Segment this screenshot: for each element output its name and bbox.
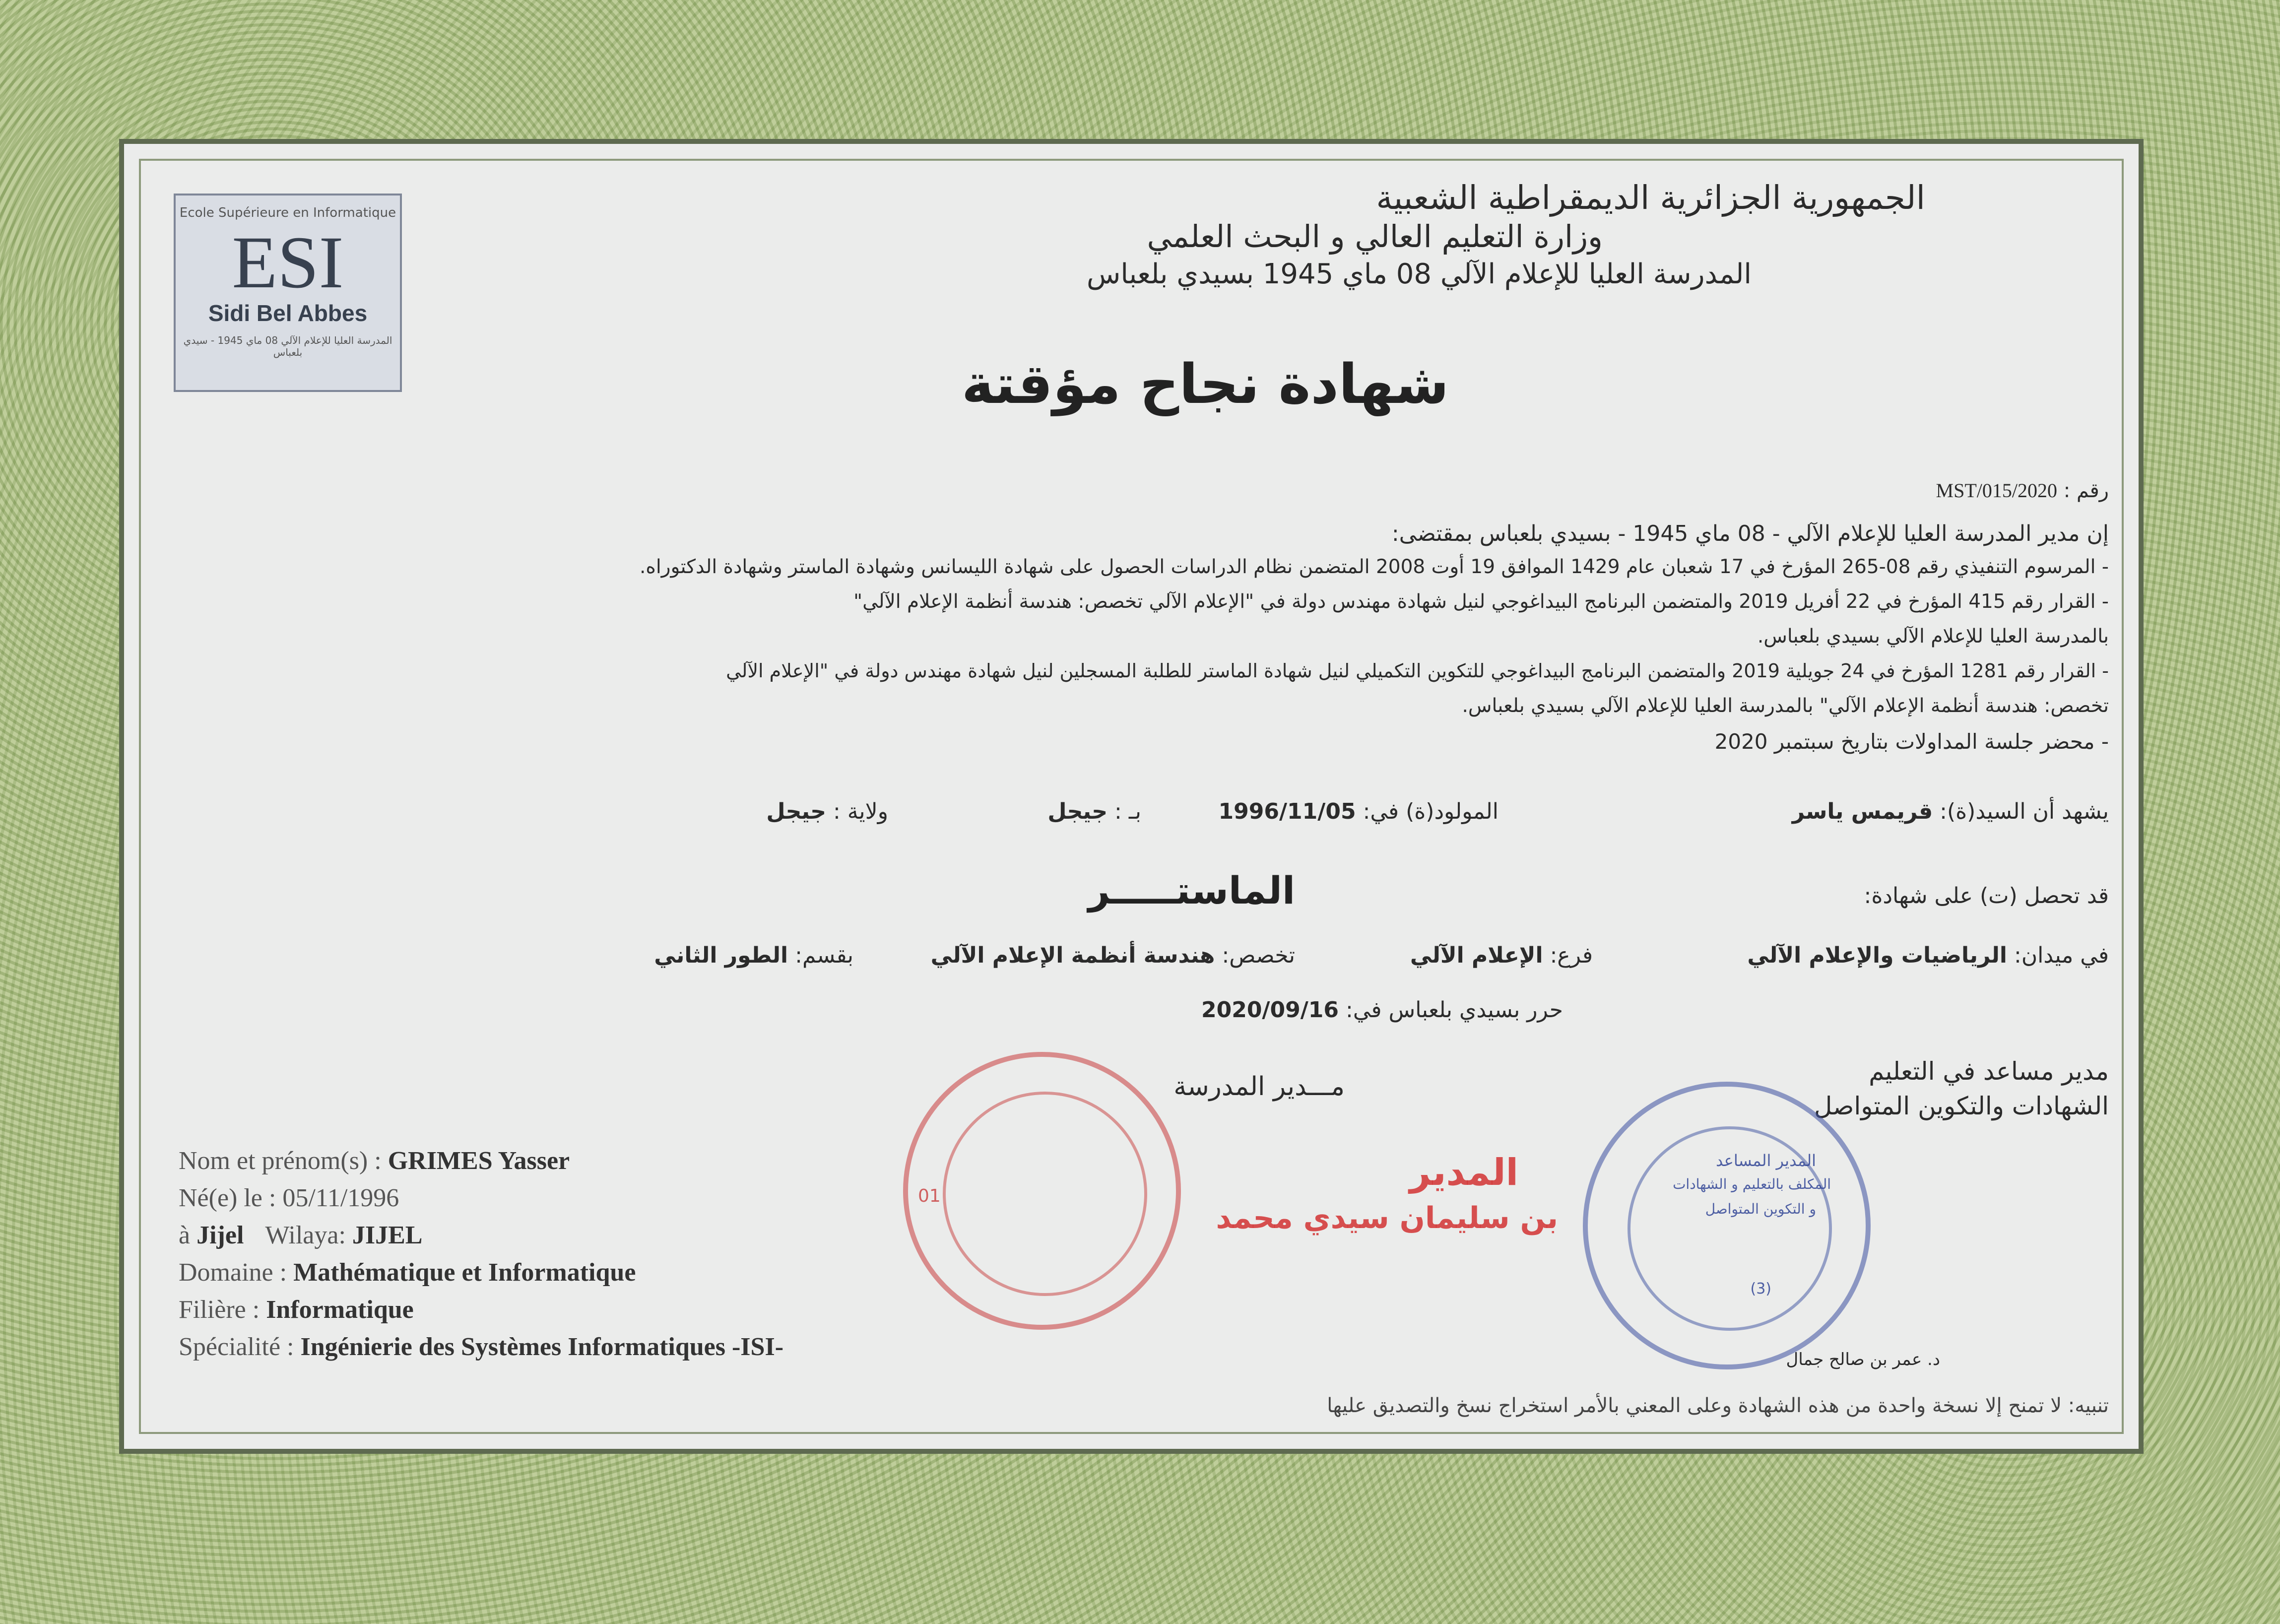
section-line [654, 943, 853, 968]
fr-specialite-line [179, 1332, 783, 1362]
preamble-item-2b: بالمدرسة العليا للإعلام الآلي بسيدي بلعباس. [1757, 625, 2109, 648]
specialty-line [931, 943, 1295, 968]
fr-name-line [179, 1146, 570, 1175]
fr-filiere-value: Informatique [266, 1296, 414, 1324]
issued-date: 2020/09/16 [1201, 997, 1339, 1023]
assistant-title-2: الشهادات والتكوين المتواصل [1814, 1092, 2109, 1120]
fr-domain-line [179, 1258, 636, 1287]
domain-label: في ميدان: [2014, 943, 2109, 968]
preamble-item-4: - محضر جلسة المداولات بتاريخ سبتمبر 2020 [1714, 729, 2109, 754]
certify-label: يشهد أن السيد(ة): [1940, 799, 2109, 824]
preamble-item-3b: تخصص: هندسة أنظمة الإعلام الآلي" بالمدرسة العليا للإعلام الآلي بسيدي بلعباس. [1462, 695, 2109, 717]
holder-name: قريمس ياسر [1792, 799, 1933, 824]
director-stamp-title: المدير [1409, 1151, 1518, 1194]
certificate-paper [119, 139, 2144, 1454]
fr-name-label: Nom et prénom(s) : [179, 1147, 382, 1175]
assistant-stamp-line-3: و التكوين المتواصل [1705, 1201, 1816, 1217]
header-school: المدرسة العليا للإعلام الآلي 08 ماي 1945 بسيدي بلعباس [1087, 258, 1752, 290]
place-label: بـ : [1114, 799, 1141, 824]
fr-filiere-label: Filière : [179, 1296, 260, 1324]
degree-name: الماستـــــر [1088, 868, 1295, 912]
obtained-label: قد تحصل (ت) على شهادة: [1864, 883, 2109, 909]
logo-arc-text: Ecole Supérieure en Informatique [179, 205, 396, 220]
place-line [1047, 799, 1141, 824]
birth-place: جيجل [1047, 799, 1108, 824]
esi-logo [174, 194, 402, 392]
assistant-name: د. عمر بن صالح جمال [1786, 1350, 1940, 1369]
director-stamp-name: بن سليمان سيدي محمد [1216, 1201, 1558, 1235]
logo-bottom-text: المدرسة العليا للإعلام الآلي 08 ماي 1945 - سيدي بلعباس [183, 334, 392, 358]
wilaya-label: ولاية : [833, 799, 888, 824]
logo-city: Sidi Bel Abbes [208, 300, 368, 326]
fr-place-label: à [179, 1221, 191, 1249]
branch-value: الإعلام الآلي [1410, 943, 1543, 968]
birth-line [1219, 799, 1499, 824]
fr-specialite-label: Spécialité : [179, 1333, 294, 1361]
reference-value: 2020/MST/015 [1936, 479, 2058, 502]
issued-label: حرر بسيدي بلعباس في: [1346, 997, 1563, 1023]
wilaya-value: جيجل [766, 799, 826, 824]
director-title: مـــدير المدرسة [1173, 1072, 1345, 1102]
fr-wilaya-value: JIJEL [352, 1221, 423, 1249]
preamble-item-2a: - القرار رقم 415 المؤرخ في 22 أفريل 2019 والمتضمن البرنامج البيداغوجي لنيل شهادة مهندس دولة في "الإعلام الآلي تخصص: هندسة أنظمة الإعلام الآلي" [853, 590, 2109, 613]
holder-line [1792, 799, 2109, 824]
assistant-stamp-line-2: المكلف بالتعليم و الشهادات [1673, 1176, 1831, 1192]
section-label: بقسم: [795, 943, 853, 968]
fr-born-line [179, 1183, 399, 1213]
specialty-value: هندسة أنظمة الإعلام الآلي [930, 943, 1215, 968]
fr-domain-value: Mathématique et Informatique [293, 1258, 636, 1287]
assistant-title-1: مدير مساعد في التعليم [1869, 1057, 2109, 1086]
wilaya-line [766, 799, 888, 824]
preamble-item-3a: - القرار رقم 1281 المؤرخ في 24 جويلية 2019 والمتضمن البرنامج البيداغوجي للتكوين التكميلي لنيل شهادة الماستر للطلبة المسجلين لنيل شهادة مهندس دولة في "الإعلام الآلي [726, 660, 2109, 682]
fr-born-label: Né(e) le : [179, 1184, 276, 1212]
reference-number [1936, 479, 2109, 502]
domain-value: الرياضيات والإعلام الآلي [1747, 943, 2007, 968]
fr-born-value: 05/11/1996 [282, 1184, 399, 1212]
header-republic: الجمهورية الجزائرية الديمقراطية الشعبية [1376, 179, 1925, 217]
branch-line [1410, 943, 1593, 968]
notice: تنبيه: لا تمنح إلا نسخة واحدة من هذه الشهادة وعلى المعني بالأمر استخراج نسخ والتصديق عليها [1327, 1394, 2109, 1417]
issued-line [1201, 997, 1563, 1023]
assistant-stamp-line-1: المدير المساعد [1716, 1151, 1816, 1170]
born-label: المولود(ة) في: [1363, 799, 1498, 824]
red-stamp-number: 01 [918, 1186, 941, 1206]
school-stamp-inner [943, 1092, 1147, 1296]
reference-label: رقم : [2063, 479, 2109, 502]
assistant-stamp-number: (3) [1750, 1280, 1771, 1298]
fr-place-value: Jijel [196, 1221, 244, 1249]
specialty-label: تخصص: [1222, 943, 1295, 968]
branch-label: فرع: [1550, 943, 1593, 968]
section-value: الطور الثاني [654, 943, 788, 968]
header-ministry: وزارة التعليم العالي و البحث العلمي [1147, 218, 1603, 255]
school-stamp-red [903, 1052, 1181, 1330]
fr-specialite-value: Ingénierie des Systèmes Informatiques -ISI- [300, 1333, 784, 1361]
fr-filiere-line [179, 1295, 414, 1324]
domain-line [1747, 943, 2109, 968]
fr-place-line [179, 1221, 423, 1250]
fr-domain-label: Domaine : [179, 1258, 287, 1287]
preamble-item-1: - المرسوم التنفيذي رقم 08-265 المؤرخ في 17 شعبان عام 1429 الموافق 19 أوت 2008 المتضمن نظام الدراسات الحصول على شهادة الليسانس وشهادة الماستر وشهادة الدكتوراه. [639, 556, 2109, 578]
certificate-title: شهادة نجاح مؤقتة [962, 352, 1449, 416]
fr-name-value: GRIMES Yasser [388, 1147, 570, 1175]
fr-wilaya-label: Wilaya: [265, 1221, 346, 1249]
logo-text: ESI [232, 221, 344, 304]
preamble-intro: إن مدير المدرسة العليا للإعلام الآلي - 08 ماي 1945 - بسيدي بلعباس بمقتضى: [1391, 521, 2109, 546]
birth-date: 1996/11/05 [1218, 799, 1356, 824]
assistant-stamp-blue [1583, 1082, 1871, 1369]
